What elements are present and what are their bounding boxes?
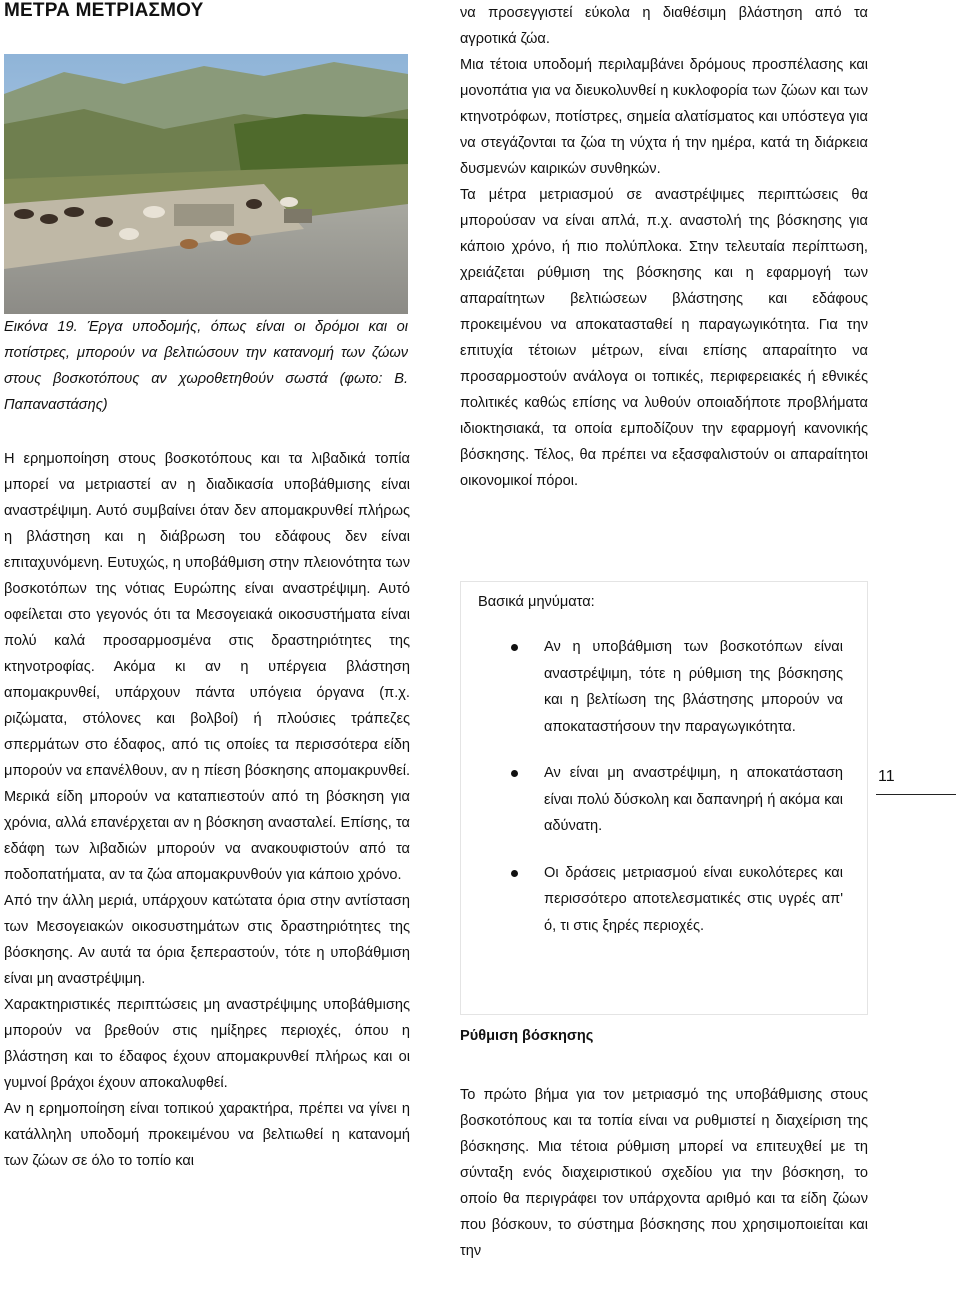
paragraph: Μια τέτοια υποδομή περιλαμβάνει δρόμους προσπέλασης και μονοπάτια για να διευκολυνθεί η κυκλοφορία των ζώων και των κτηνοτρόφων, ποτίστρες, σημεία αλατίσματος και υπόστεγα για να στεγάζονται τα ζώα τη νύχτα ή την ημέρα, κατά τη διάρκεια δυσμενών καιρικών συνθηκών. — [460, 57, 868, 177]
paragraph: Χαρακτηριστικές περιπτώσεις μη αναστρέψιμης υποβάθμισης μπορούν να βρεθούν στις ημίξηρες περιοχές, όπου η βλάστηση και το έδαφος έχουν απομακρυνθεί πλήρως και οι γυμνοί βράχοι έχουν αποκαλυφθεί. — [4, 997, 410, 1091]
paragraph: Το πρώτο βήμα για τον μετριασμό της υποβάθμισης στους βοσκοτόπους και τα τοπία είναι να ρυθμιστεί η διαχείριση της βόσκησης. Μια τέτοια ρύθμιση μπορεί να επιτευχθεί με τη σύνταξη ενός διαχειριστικού σχεδίου για την βόσκηση, το οποίο θα περιγράφει τον υπάρχοντα αριθμό και τα είδη ζώων που βόσκουν, το σύστημα βόσκησης που χρησιμοποιείται και την — [460, 1087, 868, 1259]
bullet-icon — [511, 770, 518, 777]
bullet-icon — [511, 870, 518, 877]
key-message-item — [461, 634, 867, 740]
key-message-text: Αν η υποβάθμιση των βοσκοτόπων είναι αναστρέψιμη, τότε η ρύθμιση της βόσκησης και η βελτίωση της βλάστησης μπορούν να αποκαταστήσουν την παραγωγικότητα. — [544, 639, 843, 735]
key-message-item — [461, 860, 867, 940]
paragraph: Η ερημοποίηση στους βοσκοτόπους και τα λιβαδικά τοπία μπορεί να μετριαστεί αν η διαδικασία υποβάθμισης είναι αναστρέψιμη. Αυτό συμβαίνει όταν δεν απομακρυνθεί πλήρως η βλάστηση και η διάβρωση του εδάφους δεν είναι επιταχυνόμενη. Ευτυχώς, η υποβάθμιση στην πλειονότητα των βοσκοτόπων της νότιας Ευρώπης είναι αναστρέψιμη. Αυτό οφείλεται στο γεγονός ότι τα Μεσογειακά οικοσυστήματα είναι πολύ καλά προσαρμοσμένα στις δραστηριότητες της κτηνοτροφίας. Ακόμα κι αν η υπέργεια βλάστηση απομακρυνθεί, υπάρχουν πάντα υπόγεια όργανα (π.χ. ριζώματα, στόλονες και βολβοί) ή πλούσιες τράπεζες σπερμάτων στο έδαφος, από τις οποίες τα περισσότερα είδη μπορούν να επανέλθουν, αν η πίεση βόσκησης απομακρυνθεί. Μερικά είδη μπορούν να καταπιεστούν από τη βόσκηση για χρόνια, αλλά επανέρχεται αν η βόσκηση ανασταλεί. Επίσης, τα εδάφη των λιβαδιών μπορούν να ανακουφιστούν από τα ποδοπατήματα, αν τα ζώα απομακρυνθούν για κάποιο χρόνο. — [4, 451, 410, 883]
paragraph: Από την άλλη μεριά, υπάρχουν κατώτατα όρια στην αντίσταση των Μεσογειακών οικοσυστημάτων στις δραστηριότητες της βόσκησης. Αν αυτά τα όρια ξεπεραστούν, τότε η υποβάθμιση είναι μη αναστρέψιμη. — [4, 893, 410, 987]
key-messages-box — [461, 582, 867, 1014]
right-column — [460, 0, 868, 494]
paragraph: Τα μέτρα μετριασμού σε αναστρέψιμες περιπτώσεις θα μπορούσαν να είναι απλά, π.χ. αναστολή της βόσκησης για κάποιο χρόνο, ή πιο πολύπλοκα. Στην τελευταία περίπτωση, χρειάζεται ρύθμιση της βόσκησης και η εφαρμογή των απαραίτητων βελτιώσεων βλάστησης και εδάφους προκειμένου να αποκατασταθεί η παραγωγικότητα. Για την επιτυχία τέτοιων μέτρων, είναι επίσης απαραίτητο να προσαρμοστούν ανάλογα οι τοπικές, περιφερειακές ή εθνικές πολιτικές καθώς επίσης να λυθούν οποιαδήποτε προβλήματα ιδιοκτησιακά, τα οποία εμποδίζουν την εφαρμογή κανονικής βόσκησης. Τέλος, θα πρέπει να εξασφαλιστούν οι απαραίτητοι οικονομικοί πόροι. — [460, 187, 868, 489]
section-body — [460, 1082, 868, 1264]
paragraph: να προσεγγιστεί εύκολα η διαθέσιμη βλάστηση από τα αγροτικά ζώα. — [460, 5, 868, 47]
key-message-item — [461, 760, 867, 840]
figure-caption: Εικόνα 19. Έργα υποδομής, όπως είναι οι δρόμοι και οι ποτίστρες, μπορούν να βελτιώσουν την κατανομή των ζώων στους βοσκοτόπους αν χωροθετηθούν σωστά (φωτο: Β. Παπαναστάσης) — [4, 319, 408, 413]
section-heading: Ρύθμιση βόσκησης — [460, 1028, 594, 1044]
page-number: 11 — [878, 768, 895, 785]
paragraph: Αν η ερημοποίηση είναι τοπικού χαρακτήρα, πρέπει να γίνει η κατάλληλη υποδομή προκειμένου να βελτιωθεί η κατανομή των ζώων σε όλο το τοπίο και — [4, 1101, 410, 1169]
key-message-text: Οι δράσεις μετριασμού είναι ευκολότερες και περισσότερο αποτελεσματικές στις υγρές απ' ό, τι στις ξηρές περιοχές. — [544, 864, 843, 934]
key-messages-list — [461, 634, 867, 959]
goats-road-photo — [4, 54, 408, 314]
left-column — [4, 446, 410, 1174]
page-title: ΜΕΤΡΑ ΜΕΤΡΙΑΣΜΟΥ — [4, 0, 204, 21]
key-messages-title: Βασικά μηνύματα: — [478, 594, 595, 610]
page-number-rule — [876, 794, 956, 795]
bullet-icon — [511, 644, 518, 651]
key-message-text: Αν είναι μη αναστρέψιμη, η αποκατάσταση είναι πολύ δύσκολη και δαπανηρή ή ακόμα και αδύνατη. — [544, 765, 843, 834]
